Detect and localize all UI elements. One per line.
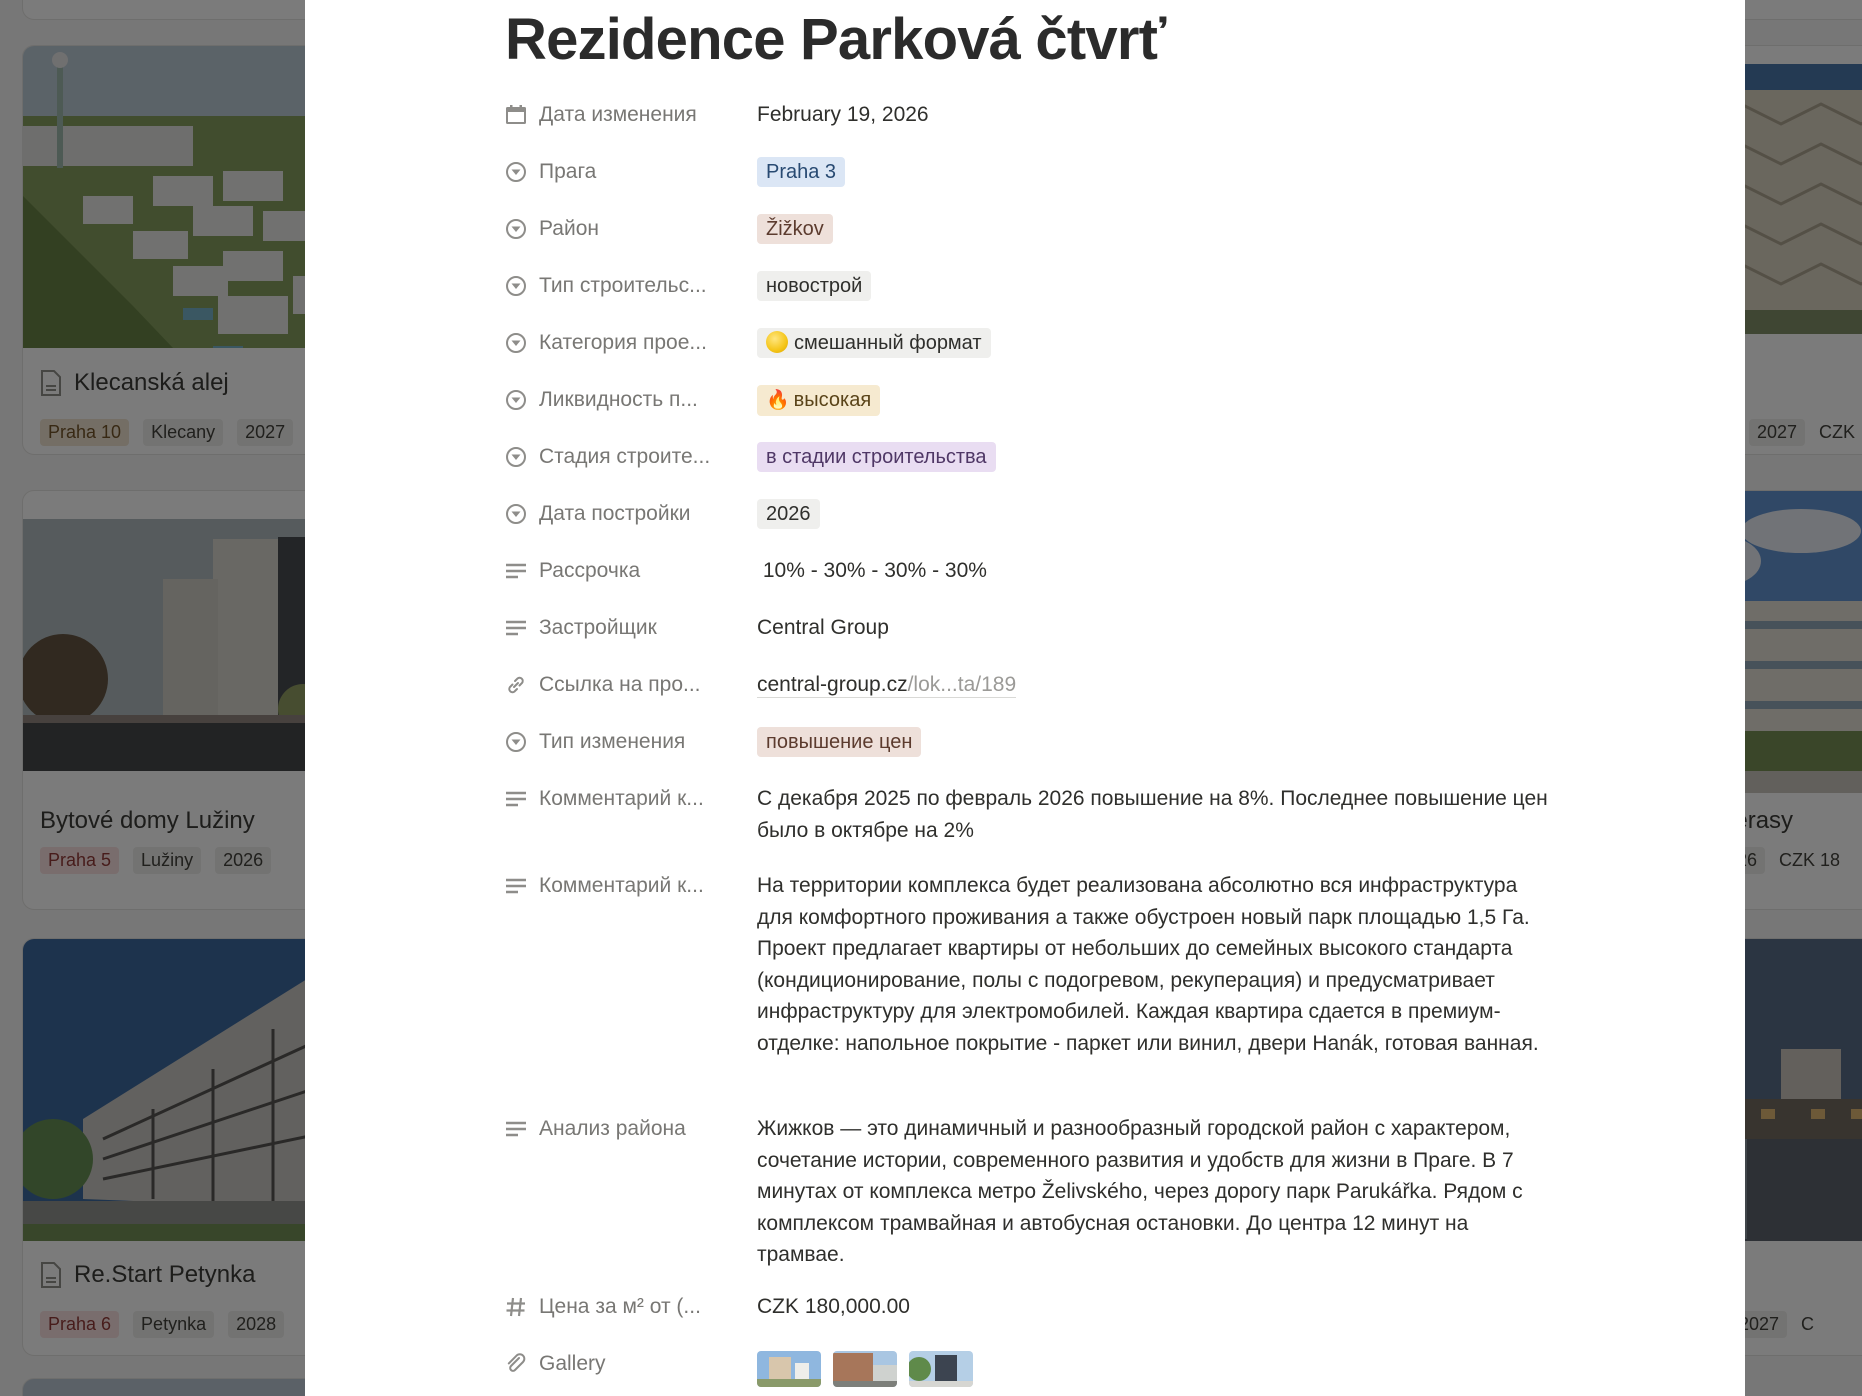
property-row-gallery[interactable]: [505, 1347, 1605, 1387]
tag-new-build[interactable]: новострой: [757, 271, 871, 301]
property-row-installments[interactable]: [505, 554, 1605, 588]
select-icon: [505, 275, 527, 297]
property-row-project-comment[interactable]: [505, 869, 1605, 1059]
property-name[interactable]: Рассрочка: [505, 554, 757, 588]
property-name[interactable]: Застройщик: [505, 611, 757, 645]
property-name[interactable]: Ссылка на про...: [505, 668, 757, 702]
property-name[interactable]: Дата постройки: [505, 497, 757, 531]
tag-year[interactable]: 2026: [757, 499, 820, 529]
property-name[interactable]: Gallery: [505, 1347, 757, 1381]
select-icon: [505, 446, 527, 468]
property-name[interactable]: Дата изменения: [505, 98, 757, 132]
property-value-longtext[interactable]: С декабря 2025 по февраль 2026 повышение на 8%. Последнее повышение цен было в октябре на 2%: [757, 787, 1548, 842]
property-row-district[interactable]: [505, 212, 1605, 246]
text-icon: [505, 875, 527, 897]
select-icon: [505, 161, 527, 183]
property-row-modified-date[interactable]: [505, 98, 1605, 132]
property-row-completion-date[interactable]: [505, 497, 1605, 531]
select-icon: [505, 503, 527, 525]
property-row-price-comment[interactable]: [505, 782, 1605, 846]
page-peek-modal: [305, 0, 1745, 1396]
select-icon: [505, 731, 527, 753]
property-row-project-category[interactable]: [505, 326, 1605, 360]
project-url-link[interactable]: central-group.cz/lok...ta/189: [757, 673, 1017, 696]
property-name[interactable]: Тип строительс...: [505, 269, 757, 303]
property-name[interactable]: Анализ района: [505, 1112, 757, 1146]
page-title[interactable]: Rezidence Parková čtvrť: [505, 7, 1166, 72]
property-value-text[interactable]: Central Group: [757, 616, 889, 639]
property-row-praha[interactable]: [505, 155, 1605, 189]
tag-high-liquidity[interactable]: 🔥 высокая: [757, 385, 880, 416]
gallery-thumbnail[interactable]: [833, 1351, 897, 1387]
property-name[interactable]: Район: [505, 212, 757, 246]
property-row-district-analysis[interactable]: [505, 1112, 1605, 1271]
tag-price-increase[interactable]: повышение цен: [757, 727, 921, 757]
calendar-icon: [505, 104, 527, 126]
tag-praha-3[interactable]: Praha 3: [757, 157, 845, 187]
tag-zizkov[interactable]: Žižkov: [757, 214, 833, 244]
gallery-thumbnail[interactable]: [757, 1351, 821, 1387]
attachment-icon: [505, 1353, 527, 1375]
property-name[interactable]: Стадия строите...: [505, 440, 757, 474]
number-icon: [505, 1296, 527, 1318]
property-value-date[interactable]: February 19, 2026: [757, 103, 929, 126]
text-icon: [505, 1118, 527, 1140]
tag-mixed-format[interactable]: смешанный формат: [757, 328, 991, 358]
property-row-construction-stage[interactable]: [505, 440, 1605, 474]
property-row-construction-type[interactable]: [505, 269, 1605, 303]
text-icon: [505, 617, 527, 639]
gallery-thumbnail[interactable]: [909, 1351, 973, 1387]
property-row-change-type[interactable]: [505, 725, 1605, 759]
property-value-longtext[interactable]: На территории комплекса будет реализована абсолютно вся инфраструктура для комфортного проживания а также обустроен новый парк площадью 1,5 Га. Проект предлагает квартиры от небольших до семейных высокого стандарта (кондиционирование, полы с подогревом, рекуперация) и предусматривает инфраструктуру для электромобилей. Каждая квартира сдается в премиум-отделке: напольное покрытие - паркет или винил, двери Hanák, готовая ванная.: [757, 874, 1539, 1055]
text-icon: [505, 788, 527, 810]
fire-icon: 🔥: [766, 390, 790, 411]
tag-under-construction[interactable]: в стадии строительства: [757, 442, 996, 472]
property-name[interactable]: Прага: [505, 155, 757, 189]
property-name[interactable]: Комментарий к...: [505, 869, 757, 903]
select-icon: [505, 218, 527, 240]
property-value-longtext[interactable]: Жижков — это динамичный и разнообразный городской район с характером, сочетание истории, современного развития и удобств для жизни в Праге. В 7 минутах от комплекса метро Želivského, через дорогу парк Parukářka. Рядом с комплексом трамвайная и автобусная остановки. До центра 12 минут на трамвае.: [757, 1117, 1523, 1266]
property-name[interactable]: Цена за м² от (...: [505, 1290, 757, 1324]
property-row-price-per-sqm[interactable]: [505, 1290, 1605, 1324]
property-name[interactable]: Ликвидность п...: [505, 383, 757, 417]
yellow-circle-icon: [766, 331, 788, 353]
property-row-developer[interactable]: [505, 611, 1605, 645]
property-name[interactable]: Категория прое...: [505, 326, 757, 360]
property-name[interactable]: Тип изменения: [505, 725, 757, 759]
select-icon: [505, 332, 527, 354]
gallery-thumbnails: [757, 1351, 1605, 1387]
property-value-number[interactable]: CZK 180,000.00: [757, 1295, 910, 1318]
select-icon: [505, 389, 527, 411]
property-row-project-link[interactable]: [505, 668, 1605, 702]
text-icon: [505, 560, 527, 582]
property-value-text[interactable]: 10% - 30% - 30% - 30%: [757, 559, 987, 582]
property-name[interactable]: Комментарий к...: [505, 782, 757, 816]
link-icon: [505, 674, 527, 696]
property-row-liquidity[interactable]: [505, 383, 1605, 417]
